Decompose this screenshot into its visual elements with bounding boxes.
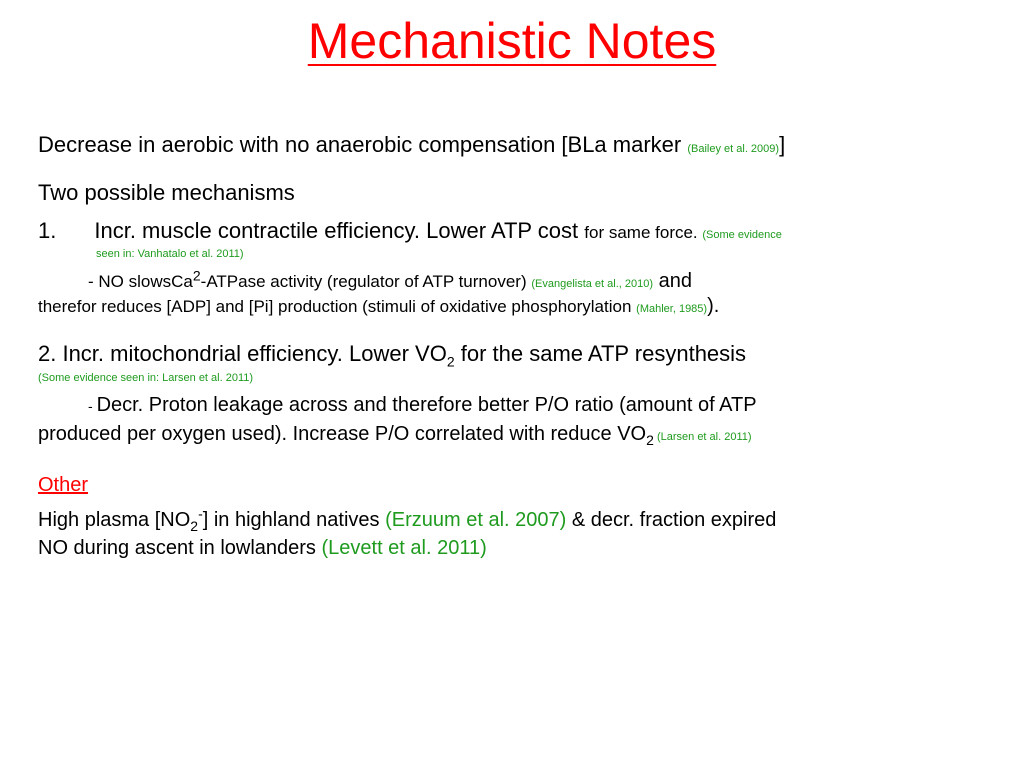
subscript: 2 bbox=[190, 518, 199, 534]
list-number: 1. bbox=[38, 218, 57, 243]
bullet-dash: - bbox=[88, 398, 97, 414]
citation: (Mahler, 1985) bbox=[636, 303, 708, 315]
list-item-text: Incr. muscle contractile efficiency. Lower ATP cost bbox=[94, 218, 585, 243]
paragraph-text: ] in highland natives bbox=[202, 509, 386, 531]
citation: (Erzuum et al. 2007) bbox=[385, 509, 567, 531]
slide-title: Mechanistic Notes bbox=[307, 13, 717, 69]
list-item-text: for same force. bbox=[584, 223, 703, 242]
sub-item-proton-cont bbox=[38, 421, 752, 450]
sub-item-text: produced per oxygen used). Increase P/O correlated with reduce VO bbox=[38, 423, 647, 445]
sub-item-text: therefor reduces [ADP] and [Pi] production (stimuli of oxidative phosphorylation bbox=[38, 297, 637, 316]
citation: (Bailey et al. 2009) bbox=[687, 143, 780, 155]
citation: (Levett et al. 2011) bbox=[321, 537, 487, 559]
paragraph-text: High plasma [NO bbox=[38, 509, 191, 531]
sub-item-no-atpase-cont bbox=[38, 293, 719, 322]
sub-item-text: -ATPase activity (regulator of ATP turnover) bbox=[200, 272, 532, 291]
paragraph-text: & decr. fraction expired bbox=[566, 509, 777, 531]
citation: (Some evidence bbox=[702, 229, 782, 241]
superscript: 2 bbox=[192, 267, 201, 284]
section-heading-other: Other bbox=[38, 474, 89, 496]
paragraph-plasma-cont bbox=[38, 535, 487, 561]
sub-item-text: and bbox=[653, 270, 692, 292]
citation: (Some evidence seen in: Larsen et al. 2011) bbox=[38, 372, 254, 384]
sub-item-proton bbox=[88, 392, 757, 419]
paragraph-text: ] bbox=[779, 132, 786, 157]
superscript: - bbox=[198, 505, 203, 522]
paragraph-text: Decrease in aerobic with no anaerobic compensation [BLa marker bbox=[38, 132, 688, 157]
paragraph-text: NO during ascent in lowlanders bbox=[38, 537, 322, 559]
subscript: 2 bbox=[446, 353, 455, 370]
sub-item-text: Decr. Proton leakage across and therefore better P/O ratio (amount of ATP bbox=[96, 394, 757, 416]
sub-item-text: - NO slowsCa bbox=[88, 272, 193, 291]
paragraph-plasma bbox=[38, 507, 776, 533]
list-item-text: 2. Incr. mitochondrial efficiency. Lower VO bbox=[38, 341, 447, 366]
list-item-text: for the same ATP resynthesis bbox=[454, 341, 747, 366]
citation: seen in: Vanhatalo et al. 2011) bbox=[96, 248, 244, 260]
paragraph-aerobic bbox=[38, 132, 785, 162]
list-item-1 bbox=[38, 218, 782, 248]
citation: (Larsen et al. 2011) bbox=[653, 431, 752, 443]
subscript: 2 bbox=[646, 432, 654, 448]
citation: (Evangelista et al., 2010) bbox=[531, 278, 654, 290]
sub-item-text: ). bbox=[707, 295, 720, 317]
list-item-2 bbox=[38, 341, 747, 370]
paragraph-mechanisms: Two possible mechanisms bbox=[38, 180, 295, 205]
